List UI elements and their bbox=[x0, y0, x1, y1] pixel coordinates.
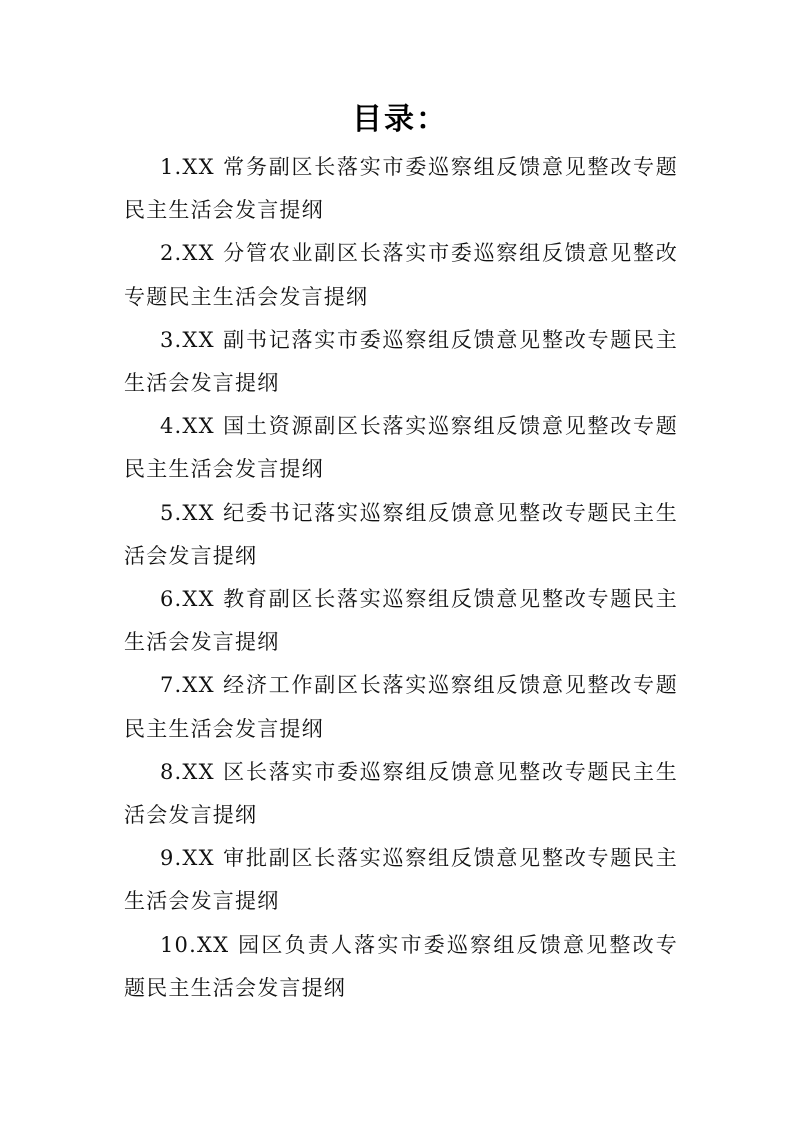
toc-item-4: 4.XX 国土资源副区长落实巡察组反馈意见整改专题民主生活会发言提纲 bbox=[124, 414, 678, 482]
toc-item-1: 1.XX 常务副区长落实市委巡察组反馈意见整改专题民主生活会发言提纲 bbox=[124, 155, 678, 223]
toc-item-3: 3.XX 副书记落实市委巡察组反馈意见整改专题民主生活会发言提纲 bbox=[124, 327, 678, 396]
table-of-contents bbox=[124, 146, 678, 1010]
toc-item-5: 5.XX 纪委书记落实巡察组反馈意见整改专题民主生活会发言提纲 bbox=[124, 500, 678, 568]
toc-item-6: 6.XX 教育副区长落实巡察组反馈意见整改专题民主生活会发言提纲 bbox=[124, 587, 678, 655]
toc-item-10: 10.XX 园区负责人落实市委巡察组反馈意见整改专题民主生活会发言提纲 bbox=[124, 932, 678, 1000]
toc-item-7: 7.XX 经济工作副区长落实巡察组反馈意见整改专题民主生活会发言提纲 bbox=[124, 673, 678, 741]
toc-item-8: 8.XX 区长落实市委巡察组反馈意见整改专题民主生活会发言提纲 bbox=[124, 759, 678, 828]
page-title: 目录： bbox=[352, 102, 448, 137]
toc-item-2: 2.XX 分管农业副区长落实市委巡察组反馈意见整改专题民主生活会发言提纲 bbox=[124, 241, 678, 309]
toc-item-9: 9.XX 审批副区长落实巡察组反馈意见整改专题民主生活会发言提纲 bbox=[124, 846, 678, 914]
